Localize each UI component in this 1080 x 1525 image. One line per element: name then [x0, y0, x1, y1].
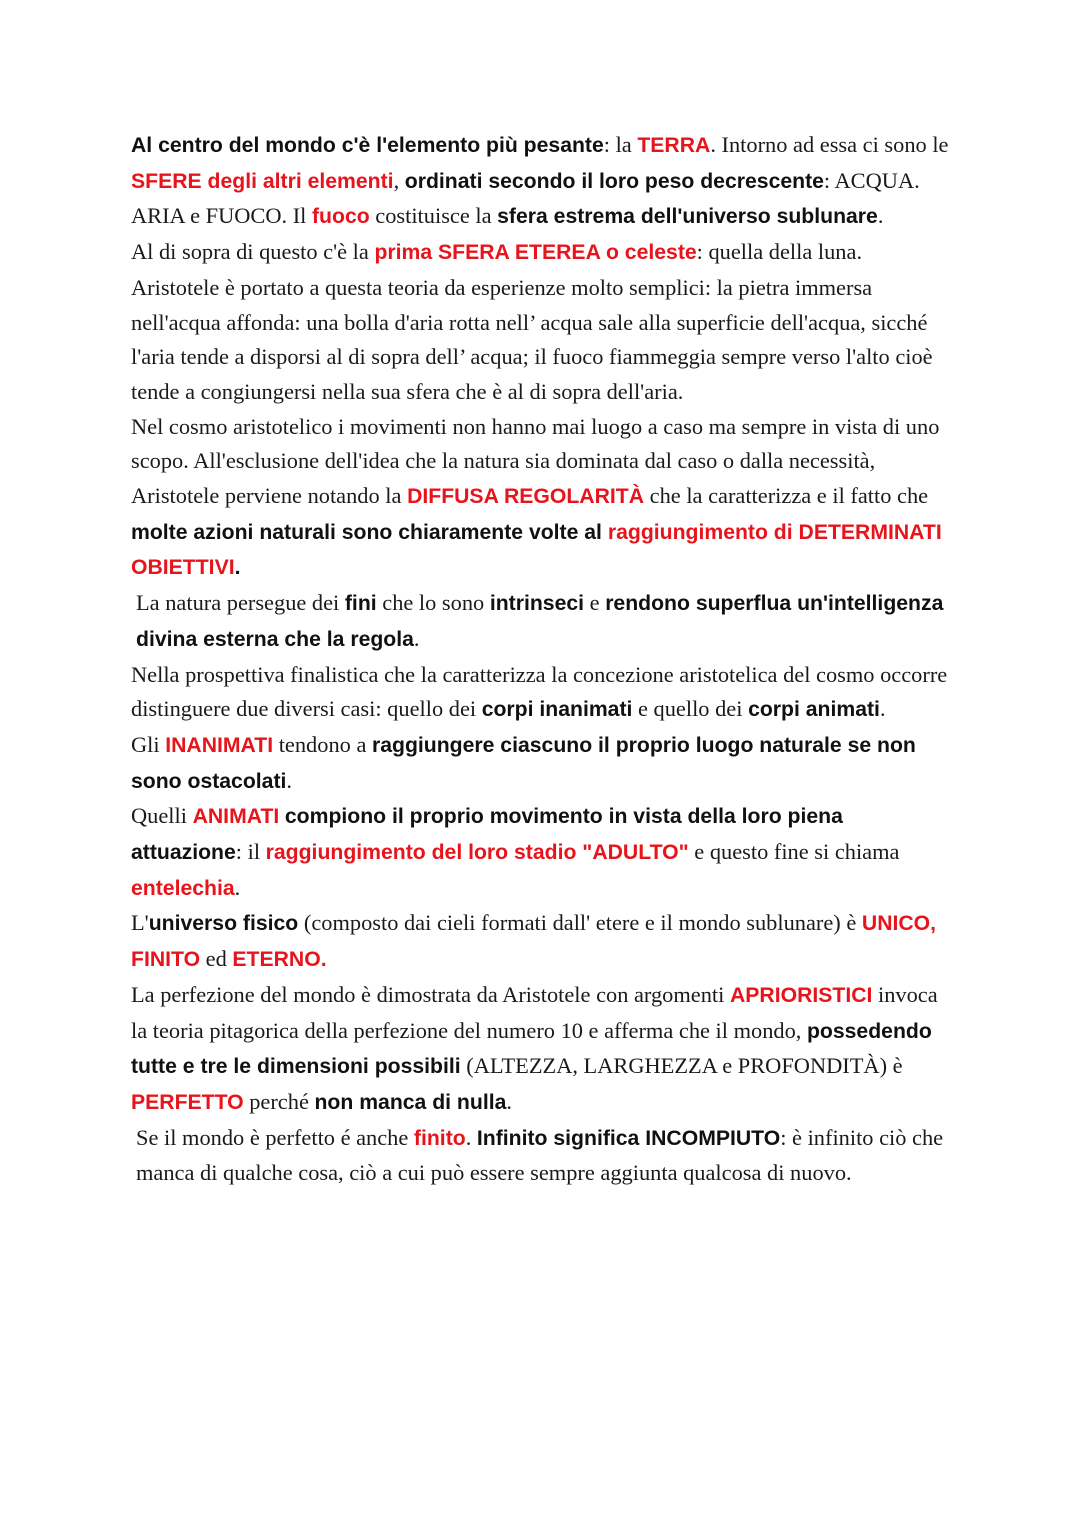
- bold-text: compiono il proprio movimento in vista della loro piena attuazione: [131, 805, 843, 865]
- highlight-text: fuoco: [312, 205, 370, 229]
- highlight-text: DIFFUSA REGOLARITÀ: [407, 485, 645, 509]
- body-text: (composto dai cieli formati dall' etere e il mondo sublunare) è: [298, 910, 862, 936]
- body-text: e questo fine si chiama: [688, 839, 900, 865]
- paragraph-perfezione: [131, 978, 949, 1121]
- document-page: [131, 128, 949, 1191]
- body-text: ,: [393, 167, 405, 193]
- highlight-text: entelechia: [131, 876, 235, 900]
- paragraph-inanimati: [131, 728, 949, 799]
- body-text: .: [879, 696, 886, 722]
- highlight-text: finito: [413, 1126, 466, 1150]
- highlight-text: INANIMATI: [165, 733, 274, 757]
- body-text: : quella della luna.: [696, 239, 863, 265]
- paragraph-animati: [131, 799, 949, 906]
- body-text: Quelli: [131, 803, 193, 829]
- bold-text: raggiungere ciascuno il proprio luogo naturale se non sono ostacolati: [131, 733, 916, 793]
- bold-text: universo fisico: [148, 912, 299, 936]
- body-text: ed: [200, 946, 233, 972]
- highlight-text: prima SFERA ETEREA o celeste: [374, 241, 697, 265]
- bold-text: intrinseci: [489, 592, 585, 616]
- bold-text: ordinati secondo il loro peso decrescente: [404, 169, 824, 193]
- bold-text: non manca di nulla: [314, 1090, 507, 1114]
- body-text: La natura persegue dei: [136, 590, 345, 616]
- bold-text: Infinito significa INCOMPIUTO: [476, 1126, 781, 1150]
- body-text: Nel cosmo aristotelico i movimenti non hanno mai luogo a caso ma sempre in vista di uno scopo. All'esclusione dell'idea che la natura sia dominata dal caso o dalla necessità, Aristotele perviene notando la: [131, 413, 940, 509]
- body-text: Aristotele è portato a questa teoria da esperienze molto semplici: la pietra immersa nell'acqua affonda: una bolla d'aria rotta nell’ acqua sale alla superficie dell'acqua, sicché l'aria tende a disporsi al di sopra dell’ acqua; il fuoco fiammeggia sempre verso l'alto cioè tende a congiungersi nella sua sfera che è al di sopra dell'aria.: [131, 274, 933, 404]
- body-text: L': [131, 910, 149, 936]
- body-text: Nella prospettiva finalistica che la caratterizza la concezione aristotelica del cosmo occorre distinguere due diversi casi: quello dei: [131, 661, 948, 722]
- paragraph-cosmo-scopo: [131, 410, 949, 587]
- bold-text: rendono superflua un'intelligenza divina esterna che la regola: [136, 592, 944, 651]
- body-text: e: [584, 590, 606, 616]
- body-text: invoca la teoria pitagorica della perfezione del numero 10 e afferma che il mondo,: [131, 981, 938, 1043]
- body-text: Al di sopra di questo c'è la: [131, 239, 375, 265]
- bold-text: corpi animati: [748, 698, 880, 722]
- body-text: : è infinito ciò che manca di qualche cosa, ciò a cui può essere sempre aggiunta qualcosa di nuovo.: [136, 1124, 944, 1186]
- bold-text: .: [234, 556, 241, 580]
- highlight-text: raggiungimento di DETERMINATI OBIETTIVI: [131, 520, 942, 580]
- body-text: . Intorno ad essa ci sono le: [710, 132, 949, 157]
- highlight-text: ANIMATI: [192, 805, 280, 829]
- highlight-text: TERRA: [637, 134, 711, 157]
- paragraph-esperienze: [131, 271, 949, 410]
- paragraph-terra: [131, 128, 949, 235]
- bold-text: corpi inanimati: [481, 698, 633, 722]
- body-text: La perfezione del mondo è dimostrata da Aristotele con argomenti: [131, 981, 730, 1007]
- body-text: che la caratterizza e il fatto che: [644, 483, 929, 509]
- body-text: : la: [603, 132, 638, 157]
- body-text: .: [506, 1088, 512, 1114]
- body-text: Se il mondo è perfetto é anche: [136, 1124, 414, 1150]
- body-text: .: [286, 767, 293, 793]
- paragraph-finito: [131, 1121, 949, 1191]
- highlight-text: UNICO, FINITO: [131, 912, 937, 972]
- bold-text: fini: [344, 592, 377, 616]
- highlight-text: PERFETTO: [131, 1090, 244, 1114]
- paragraph-natura-fini: [131, 586, 949, 657]
- body-text: : ACQUA. ARIA e FUOCO. Il: [131, 167, 920, 229]
- body-text: costituisce la: [369, 203, 498, 229]
- body-text: (ALTEZZA, LARGHEZZA e PROFONDITÀ) è: [460, 1053, 903, 1079]
- highlight-text: raggiungimento del loro stadio "ADULTO": [265, 841, 689, 865]
- bold-text: sfera estrema dell'universo sublunare: [497, 205, 878, 229]
- body-text: tendono a: [273, 731, 372, 757]
- bold-text: possedendo tutte e tre le dimensioni possibili: [131, 1019, 932, 1079]
- paragraph-universo-fisico: [131, 906, 949, 977]
- paragraph-prospettiva-finalistica: [131, 658, 949, 728]
- bold-text: molte azioni naturali sono chiaramente volte al: [131, 520, 608, 544]
- highlight-text: APRIORISTICI: [729, 983, 873, 1007]
- highlight-text: ETERNO.: [232, 948, 327, 972]
- body-text: .: [234, 874, 241, 900]
- body-text: .: [465, 1124, 477, 1150]
- body-text: Gli: [131, 731, 166, 757]
- body-text: e quello dei: [632, 696, 749, 722]
- body-text: .: [413, 625, 420, 651]
- highlight-text: SFERE degli altri elementi: [131, 169, 394, 193]
- body-text: : il: [235, 839, 266, 865]
- bold-text: Al centro del mondo c'è l'elemento più pesante: [131, 134, 604, 157]
- body-text: perché: [243, 1088, 315, 1114]
- paragraph-sfera-eterea: [131, 235, 949, 271]
- body-text: che lo sono: [376, 590, 490, 616]
- body-text: .: [877, 203, 884, 229]
